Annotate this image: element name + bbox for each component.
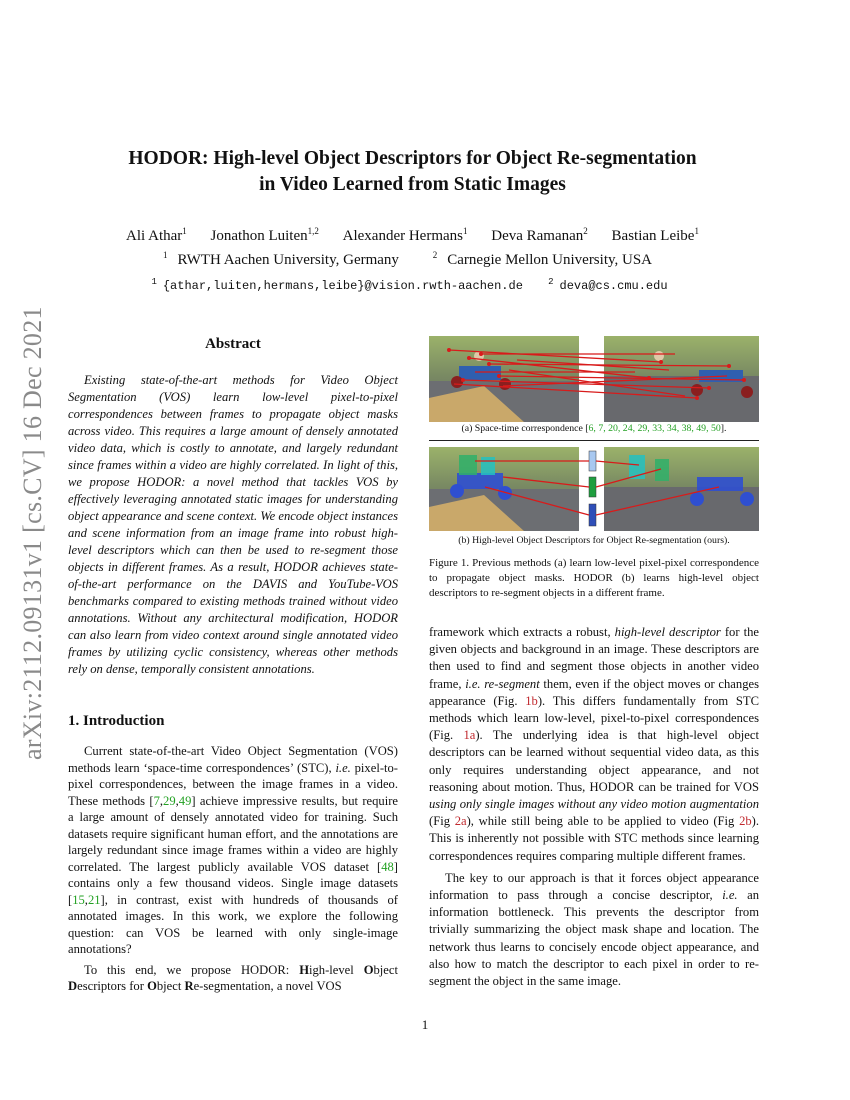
introduction-text xyxy=(68,743,398,999)
author-emails xyxy=(90,279,735,293)
figure-ref-link[interactable]: 1b xyxy=(525,693,538,708)
citation-link[interactable]: 7 xyxy=(153,793,160,808)
author-4: Deva Ramanan$^2$ xyxy=(491,226,588,244)
figure-ref-link[interactable]: 2b xyxy=(739,814,752,829)
author-5: Bastian Leibe$^1$ xyxy=(611,226,699,244)
author-1: Ali Athar$^1$ xyxy=(126,226,187,244)
citation-link[interactable]: 29 xyxy=(163,793,176,808)
figure-1a-image xyxy=(429,336,759,422)
email-1: $^1$ {athar,luiten,hermans,leibe}@vision.rwth-aachen.de xyxy=(151,277,523,293)
figure-ref-link[interactable]: 2a xyxy=(454,814,467,829)
email-2: $^2$ deva@cs.cmu.edu xyxy=(548,277,668,293)
paper-title xyxy=(90,146,735,198)
intro-paragraph-2: To this end, we propose HODOR: High-level Object Descriptors for Object Re-segmentation, a novel VOS xyxy=(68,962,398,993)
figure-ref-link[interactable]: 1a xyxy=(463,728,476,743)
figure-divider xyxy=(429,440,759,441)
right-column-text xyxy=(429,624,759,995)
right-paragraph-1: framework which extracts a robust, high-level descriptor for the given objects and background in an image. These descriptors are then used to find and segment those objects in another video frame, i.e. re-segment them, even if the object moves or changes appearance (Fig. 1b). This differs fundamentally from STC methods which learn low-level, pixel-to-pixel correspondences (Fig. 1a). The underlying idea is that high-level object descriptors can be learned without sequential video data, as this only requires understanding object appearance, and not reasoning about motion. Thus, HODOR can be trained for VOS using only single images without any video motion augmentation (Fig 2a), while still being able to be applied to video (Fig 2b). This is inherently not possible with STC methods since learning correspondences requires comparing multiple different frames. xyxy=(429,625,759,863)
citation-link[interactable]: 6, 7, 20, 24, 29, 33, 34, 38, 49, 50 xyxy=(588,423,721,434)
title-line-1: HODOR: High-level Object Descriptors for Object Re-segmentation xyxy=(128,148,697,169)
author-3: Alexander Hermans$^1$ xyxy=(342,226,468,244)
citation-link[interactable]: 49 xyxy=(178,793,192,808)
figure-1b-image xyxy=(429,447,759,531)
intro-paragraph-1: Current state-of-the-art Video Object Segmentation (VOS) methods learn ‘space-time correspondences’ (STC), i.e. pixel-to-pixel correspondences, between the image frames in a video. These methods [7,29,49] achieve impressive results, but require a large amount of densely annotated video for training. Such datasets require significant human effort, and the annotations are largely redundant since image frames within a video are highly correlated. The largest publicly available VOS dataset [48] contains only a few thousand videos. Single image datasets [15,21], in contrast, exist with hundreds of thousands of annotated images. In this work, we explore the following question: can VOS be learned with only single-image annotations? xyxy=(68,744,399,956)
figure-1b-caption: (b) High-level Object Descriptors for Object Re-segmentation (ours). xyxy=(458,535,730,546)
affiliation-2: $^2$ Carnegie Mellon University, USA xyxy=(432,250,653,268)
citation-link[interactable]: 48 xyxy=(381,859,394,874)
figure-1a-caption: (a) Space-time correspondence [6, 7, 20, 24, 29, 33, 34, 38, 49, 50]. xyxy=(461,423,727,434)
abstract-text: Existing state-of-the-art methods for Video Object Segmentation (VOS) learn low-level pixel-to-pixel correspondences between frames to propagate object masks across video. This requires a large amount of densely annotated video data, which is costly to annotate, and largely redundant since frames within a video are highly correlated. In light of this, we propose HODOR: a novel method that tackles VOS by effectively leveraging annotated static images for understanding object appearance and scene context. We encode object instances and scene information from an image frame into robust high-level descriptors which can then be used to re-segment those objects in different frames. As a result, HODOR achieves state-of-the-art performance on the DAVIS and YouTube-VOS benchmarks compared to existing methods trained without video annotations. Without any architectural modification, HODOR can also learn from video context around single annotated video frames by utilizing cyclic consistency, whereas other methods rely on dense, temporally consistent annotations. xyxy=(68,373,399,676)
section-heading-introduction: 1. Introduction xyxy=(68,713,165,729)
affiliations xyxy=(90,252,735,269)
page-number: 1 xyxy=(421,1017,429,1032)
citation-link[interactable]: 15 xyxy=(72,892,85,907)
citation-link[interactable]: 21 xyxy=(87,892,101,907)
affiliation-1: $^1$ RWTH Aachen University, Germany xyxy=(162,250,399,268)
right-paragraph-2: The key to our approach is that it forces object appearance information to pass through a concise descriptor, i.e. an information bottleneck. This prevents the descriptor from trivially summarizing the object mask shape and location. The network thus learns to concisely encode object appearance, and also how to match the descriptor to each pixel in order to re-segment the object in the same image. xyxy=(429,870,759,989)
arxiv-sidebar-stamp: arXiv:2112.09131v1 [cs.CV] 16 Dec 2021 xyxy=(18,306,47,760)
title-line-2: in Video Learned from Static Images xyxy=(259,174,566,195)
author-2: Jonathon Luiten$^{1,2}$ xyxy=(210,226,319,244)
abstract-heading: Abstract xyxy=(205,336,261,352)
author-list xyxy=(90,225,735,247)
figure-1-caption: Figure 1. Previous methods (a) learn low-level pixel-pixel correspondence to propagate object masks. HODOR (b) learns high-level object descriptors to re-segment objects in a different frame. xyxy=(429,557,759,599)
